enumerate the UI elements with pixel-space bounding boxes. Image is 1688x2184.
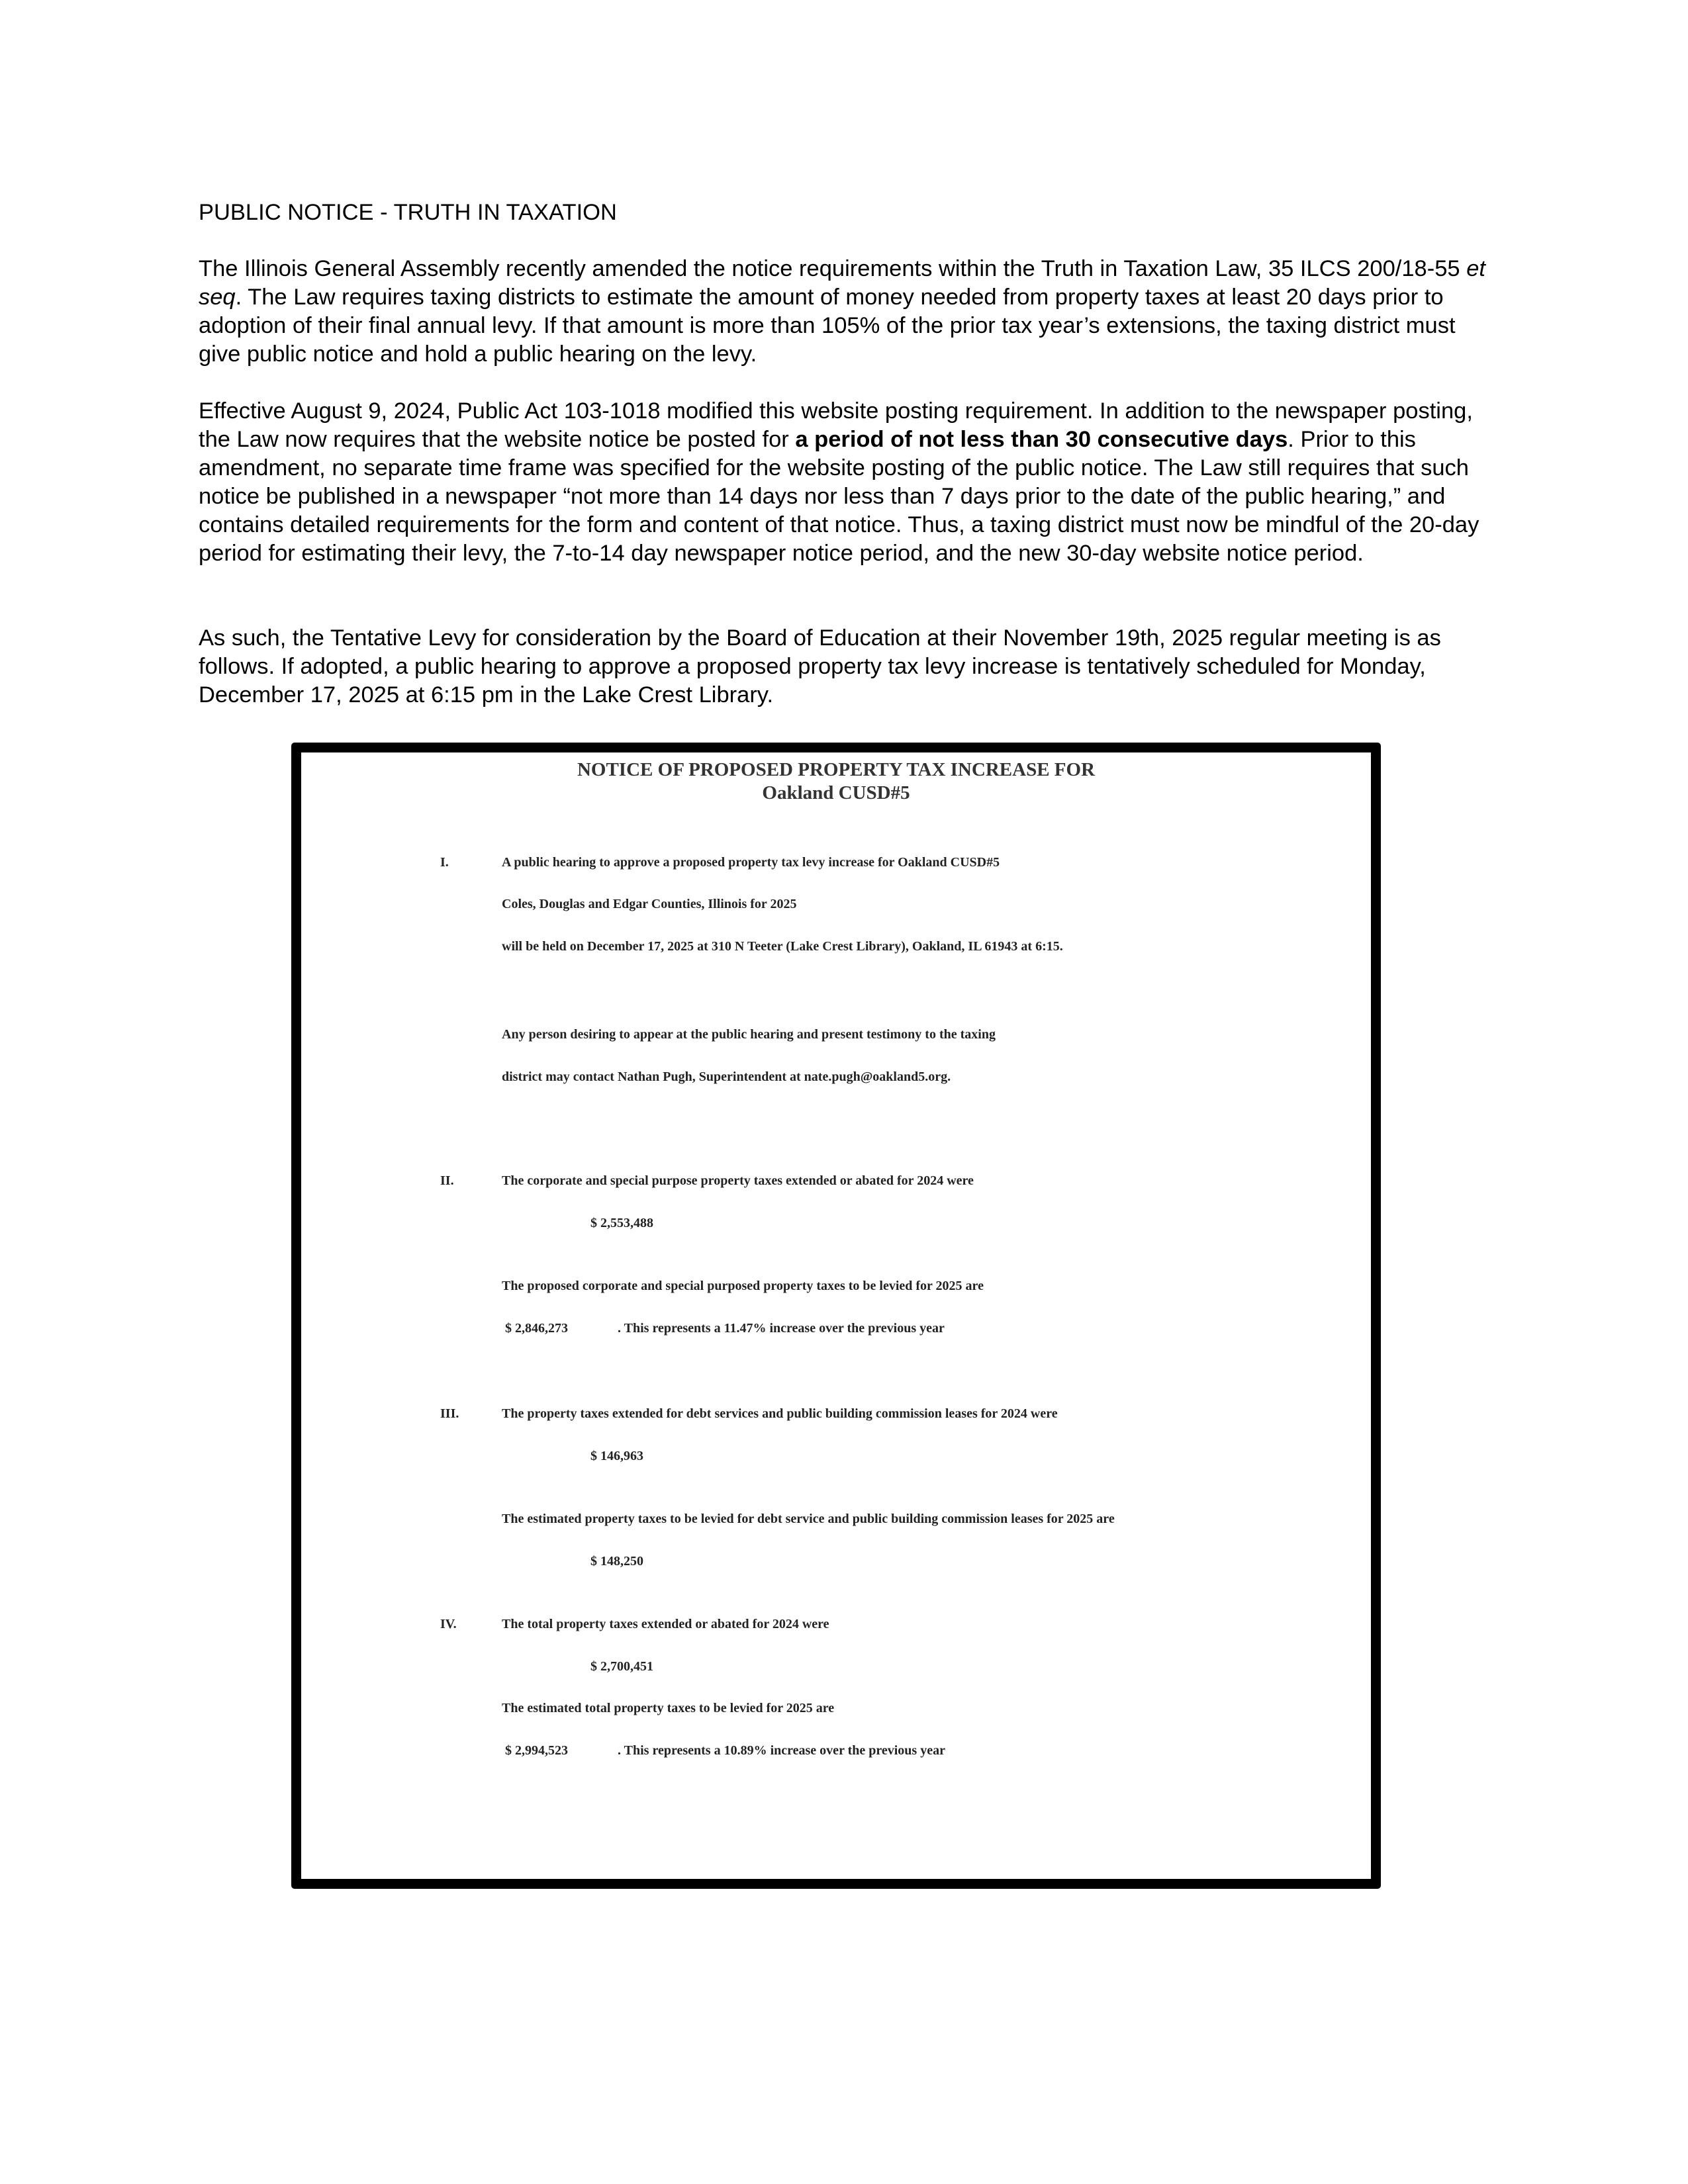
section4-amount1: $ 2,700,451 (590, 1659, 653, 1674)
p1-text-b: . The Law requires taxing districts to estimate the amount of money needed from property taxes at least 20 days prior to adoption of their final annual levy. If that amount is more than 105% of the prior tax year’s extensions, the taxing district must give public notice and hold a public hearing on the levy. (199, 285, 1456, 367)
notice-box (291, 743, 1381, 1889)
section2-amount2: $ 2,846,273 (505, 1321, 568, 1336)
section1-line5: district may contact Nathan Pugh, Superintendent at nate.pugh@oakland5.org. (502, 1069, 951, 1084)
section4-numeral: IV. (440, 1617, 457, 1631)
p1-italic: et seq (199, 256, 1485, 310)
section1-line1: A public hearing to approve a proposed property tax levy increase for Oakland CUSD#5 (502, 855, 1000, 870)
section4-amount2: $ 2,994,523 (505, 1743, 568, 1758)
intro-paragraph-3 (199, 624, 1496, 709)
section3-amount1: $ 146,963 (590, 1449, 643, 1463)
p1-text-a: The Illinois General Assembly recently amended the notice requirements within the Truth in Taxation Law, 35 ILCS 200/18-55 (199, 256, 1467, 281)
section1-line3: will be held on December 17, 2025 at 310 N Teeter (Lake Crest Library), Oakland, IL 61943 at 6:15. (502, 939, 1063, 954)
section2-amount1: $ 2,553,488 (590, 1216, 653, 1230)
notice-title-line2: Oakland CUSD#5 (762, 782, 910, 803)
p2-text-b: . Prior to this amendment, no separate time frame was specified for the website posting of the public notice. The Law still requires that such notice be published in a newspaper “not more than 14 days nor less than 7 days prior to the date of the public hearing,” and contains detailed requirements for the form and content of that notice. Thus, a taxing district must now be mindful of the 20-day period for estimating their levy, the 7-to-14 day newspaper notice period, and the new 30-day website notice period. (199, 427, 1479, 566)
p2-bold: a period of not less than 30 consecutive days (795, 427, 1288, 452)
section4-line2: The estimated total property taxes to be levied for 2025 are (502, 1701, 835, 1715)
section1-numeral: I. (440, 855, 449, 870)
notice-title-line1: NOTICE OF PROPOSED PROPERTY TAX INCREASE FOR (577, 759, 1096, 780)
section1-line4: Any person desiring to appear at the public hearing and present testimony to the taxing (502, 1027, 996, 1042)
page-title: PUBLIC NOTICE - TRUTH IN TAXATION (199, 200, 617, 225)
section2-represents: . This represents a 11.47% increase over the previous year (618, 1321, 945, 1336)
section2-line2: The proposed corporate and special purposed property taxes to be levied for 2025 are (502, 1279, 984, 1293)
section4-line1: The total property taxes extended or abated for 2024 were (502, 1617, 829, 1631)
section1-line2: Coles, Douglas and Edgar Counties, Illinois for 2025 (502, 897, 797, 911)
section2-numeral: II. (440, 1173, 454, 1188)
intro-paragraph-2 (199, 397, 1496, 568)
section4-represents: . This represents a 10.89% increase over the previous year (618, 1743, 945, 1758)
p2-text-a: Effective August 9, 2024, Public Act 103-1018 modified this website posting requirement. In addition to the newspaper posting, the Law now requires that the website notice be posted for (199, 398, 1473, 452)
section3-line2: The estimated property taxes to be levied for debt service and public building commission leases for 2025 are (502, 1512, 1115, 1526)
intro-paragraph-1 (199, 255, 1496, 369)
p3-text: As such, the Tentative Levy for consideration by the Board of Education at their November 19th, 2025 regular meeting is as follows. If adopted, a public hearing to approve a proposed property tax levy increase is tentatively scheduled for Monday, December 17, 2025 at 6:15 pm in the Lake Crest Library. (199, 625, 1441, 707)
section3-line1: The property taxes extended for debt services and public building commission leases for 2024 were (502, 1406, 1058, 1421)
section2-line1: The corporate and special purpose property taxes extended or abated for 2024 were (502, 1173, 974, 1188)
section3-numeral: III. (440, 1406, 459, 1421)
section3-amount2: $ 148,250 (590, 1554, 643, 1569)
